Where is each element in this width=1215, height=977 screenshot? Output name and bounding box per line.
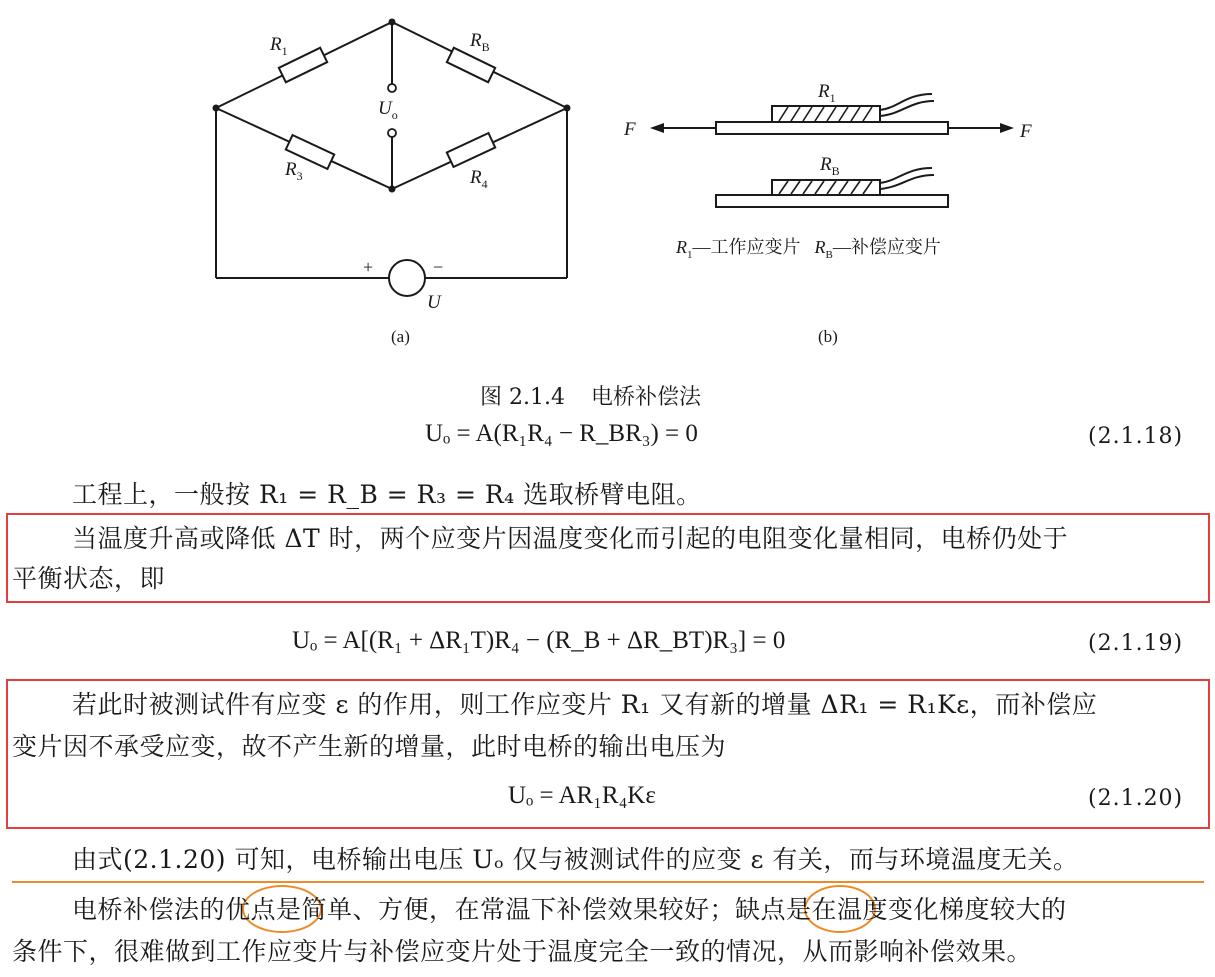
label-r3: R <box>285 159 297 180</box>
equation-number-2-1-20: (2.1.20) <box>1088 786 1184 811</box>
paragraph-conclusion: 由式(2.1.20) 可知，电桥输出电压 Uₒ 仅与被测试件的应变 ε 有关，而与环境温度无关。 <box>72 845 1079 874</box>
force-left-label: F <box>624 119 636 140</box>
paragraph-balance-line1: 当温度升高或降低 ΔT 时，两个应变片因温度变化而引起的电阻变化量相同，电桥仍处于 <box>72 524 1069 553</box>
svg-text:RB: $R_B$ <box>470 30 490 54</box>
paragraph-pros-cons-line1: 电桥补偿法的优点是简单、方便，在常温下补偿效果较好；缺点是在温度变化梯度较大的 <box>72 895 1067 924</box>
gauge-r1-label: R <box>818 81 830 102</box>
equation-2-1-18: Uₒ = A(R₁R₄ − R_BR₃) = 0 <box>425 420 698 447</box>
gauge-rb-label: R <box>820 154 832 175</box>
label-rb: R <box>470 30 482 51</box>
resistor-r4 <box>447 133 495 167</box>
subfigure-a-label: (a) <box>391 327 410 346</box>
paragraph-strain-line1: 若此时被测试件有应变 ε 的作用，则工作应变片 R₁ 又有新的增量 ΔR₁ = R₁Kε，而补偿应 <box>72 690 1098 719</box>
paragraph-strain-line2: 变片因不承受应变，故不产生新的增量，此时电桥的输出电压为 <box>12 732 727 761</box>
minus-sign: − <box>433 257 444 277</box>
strain-gauge-figure <box>610 70 1060 350</box>
svg-text:R1: $R_1$ <box>270 34 288 58</box>
label-u: U <box>427 292 441 313</box>
label-r4: R <box>470 167 482 188</box>
label-uo: U <box>378 98 392 119</box>
arrow-left-icon <box>650 123 664 133</box>
figure-caption: 图 2.1.4 电桥补偿法 <box>480 385 701 410</box>
equation-2-1-20: Uₒ = AR₁R₄Kε <box>508 782 656 809</box>
force-right-label: F <box>1020 121 1032 142</box>
legend-r1: R <box>676 237 687 257</box>
subfigure-b-label: (b) <box>818 327 838 346</box>
svg-text:Uo: $U_o$ <box>378 98 398 122</box>
equation-2-1-19: Uₒ = A[(R₁ + ΔR₁T)R₄ − (R_B + ΔR_BT)R₃] = 0 <box>292 627 786 654</box>
svg-text:R4: $R_4$ <box>470 167 488 191</box>
svg-text:RB: $R_B$ <box>820 154 840 178</box>
arrow-right-icon <box>1000 123 1014 133</box>
equation-number-2-1-18: (2.1.18) <box>1088 424 1184 449</box>
paragraph-pros-cons-line2: 条件下，很难做到工作应变片与补偿应变片处于温度完全一致的情况，从而影响补偿效果。 <box>12 937 1033 966</box>
svg-text:R1: $R_1$ <box>818 81 836 105</box>
svg-text:R3: $R_3$ <box>285 159 303 183</box>
label-r1: R <box>270 34 282 55</box>
paragraph-resistor-selection: 工程上，一般按 R₁ = R_B = R₃ = R₄ 选取桥臂电阻。 <box>72 480 702 509</box>
underline-conclusion <box>12 881 1204 883</box>
svg-text:R1—工作应变片RB—补偿应变片: $R_1—$工作应变片 $R_B—$补偿应变片 <box>676 237 941 261</box>
plus-sign: + <box>363 257 374 277</box>
equation-number-2-1-19: (2.1.19) <box>1088 631 1184 656</box>
bridge-circuit-figure <box>200 10 590 350</box>
paragraph-balance-line2: 平衡状态，即 <box>12 564 166 593</box>
legend-rb: R <box>814 237 826 257</box>
